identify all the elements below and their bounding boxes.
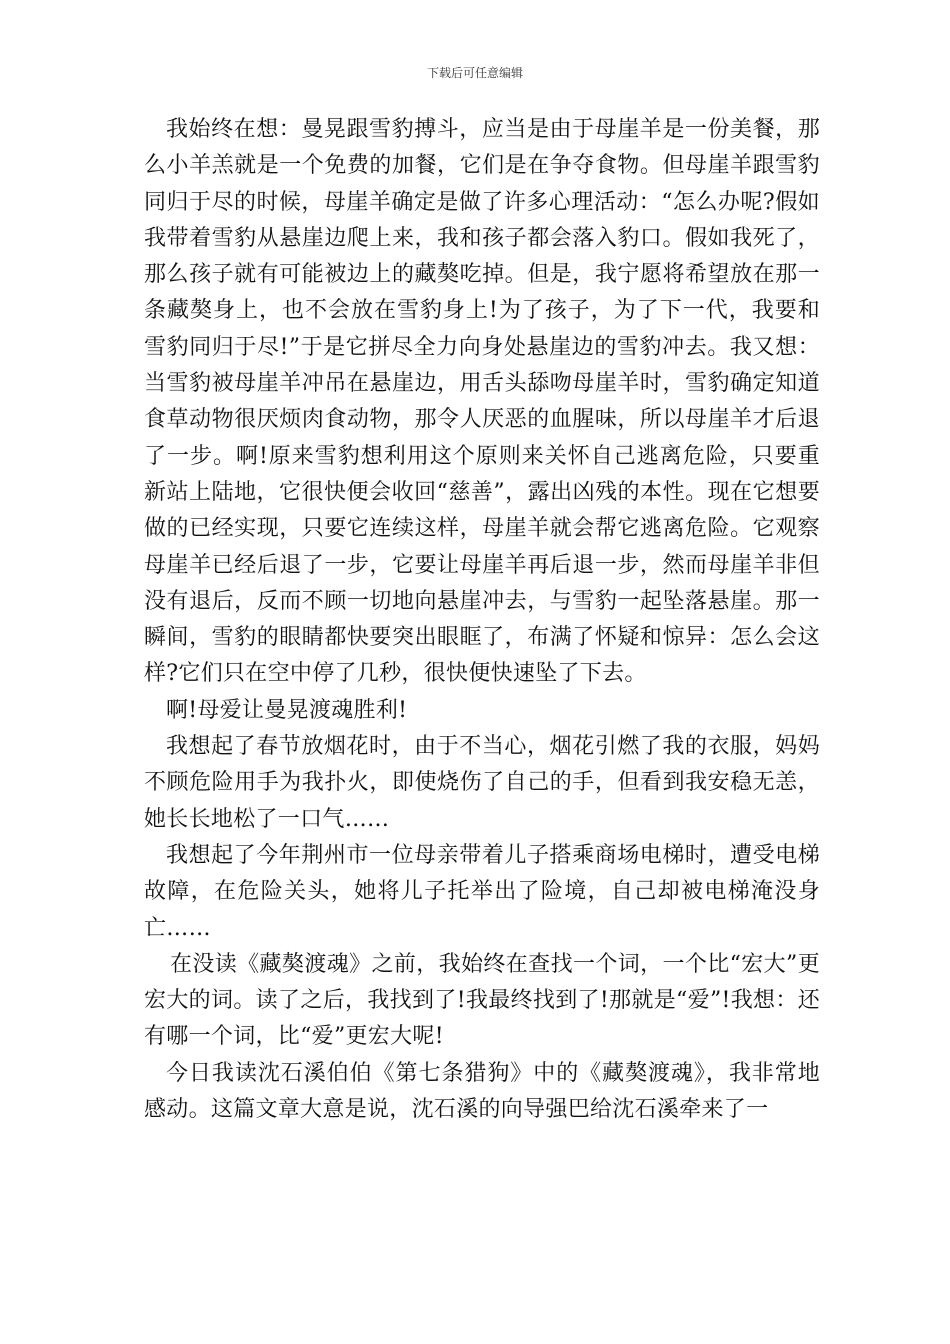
paragraph-book-intro: 今日我读沈石溪伯伯《第七条猎狗》中的《藏獒渡魂》，我非常地感动。这篇文章大意是说，沈石溪的向导强巴给沈石溪牵来了一 xyxy=(144,1060,820,1123)
paragraph-love-word: 在没读《藏獒渡魂》之前，我始终在查找一个词，一个比“宏大”更宏大的词。读了之后，我找到了!我最终找到了!那就是“爱”!我想：还有哪一个词，比“爱”更宏大呢! xyxy=(144,951,820,1050)
paragraph-fireworks-memory: 我想起了春节放烟花时，由于不当心，烟花引燃了我的衣服，妈妈不顾危险用手为我扑火，即使烧伤了自己的手，但看到我安稳无恙，她长长地松了一口气…… xyxy=(144,734,820,832)
paragraph-elevator-story: 我想起了今年荆州市一位母亲带着儿子搭乘商场电梯时，遭受电梯故障，在危险关头，她将儿子托举出了险境，自己却被电梯淹没身亡…… xyxy=(144,842,820,941)
page-header: 下载后可任意编辑 xyxy=(426,66,523,80)
paragraph-reflection: 我始终在想：曼晃跟雪豹搏斗，应当是由于母崖羊是一份美餐，那么小羊羔就是一个免费的加餐，它们是在争夺食物。但母崖羊跟雪豹同归于尽的时候，母崖羊确定是做了许多心理活动：“怎么办呢?假如我带着雪豹从悬崖边爬上来，我和孩子都会落入豹口。假如我死了，那么孩子就有可能被边上的藏獒吃掉。但是，我宁愿将希望放在那一条藏獒身上，也不会放在雪豹身上!为了孩子，为了下一代，我要和雪豹同归于尽!”于是它拼尽全力向身处悬崖边的雪豹冲去。我又想：当雪豹被母崖羊冲吊在悬崖边，用舌头舔吻母崖羊时，雪豹确定知道食草动物很厌烦肉食动物，那令人厌恶的血腥味，所以母崖羊才后退了一步。啊!原来雪豹想利用这个原则来关怀自己逃离危险，只要重新站上陆地，它很快便会收回“慈善”，露出凶残的本性。现在它想要做的已经实现，只要它连续这样，母崖羊就会帮它逃离危险。它观察母崖羊已经后退了一步，它要让母崖羊再后退一步，然而母崖羊非但没有退后，反而不顾一切地向悬崖冲去，与雪豹一起坠落悬崖。那一瞬间，雪豹的眼睛都快要突出眼眶了，布满了怀疑和惊异：怎么会这样?它们只在空中停了几秒，很快便快速坠了下去。 xyxy=(144,117,820,687)
paragraph-exclamation: 啊!母爱让曼晃渡魂胜利! xyxy=(166,697,408,723)
document-body xyxy=(144,112,820,1128)
